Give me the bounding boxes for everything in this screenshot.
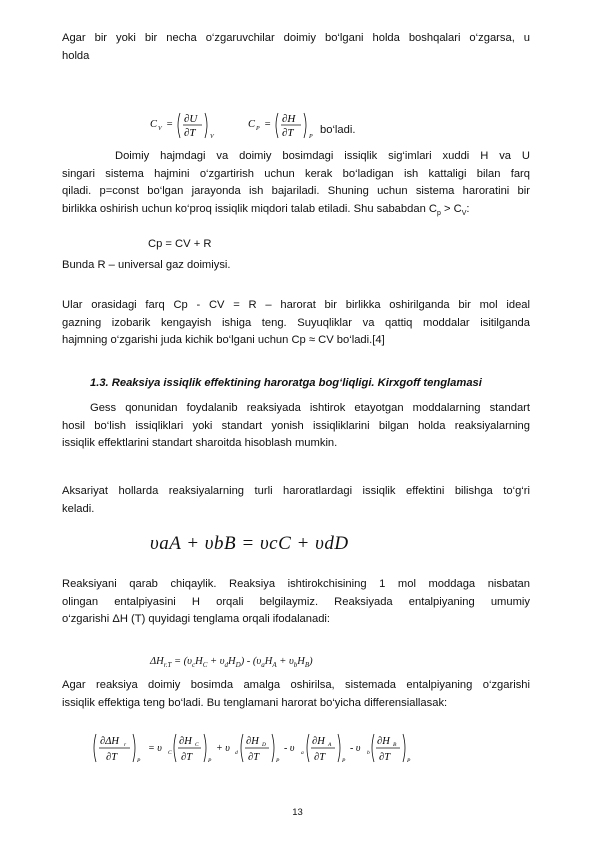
- svg-text:∂T: ∂T: [379, 752, 391, 763]
- svg-text:- υ: - υ: [284, 743, 295, 754]
- subscript: p: [436, 210, 441, 218]
- heat-capacity-definitions-equation: [150, 106, 320, 151]
- svg-text:∂U: ∂U: [184, 113, 198, 125]
- text-line: Doimiy hajmdagi va doimiy bosimdagi issiqlik sig‘imlari xuddi H va U: [115, 150, 530, 162]
- text-line: Ular orasidagi farq Cp - CV = R – harorat bir birlikka oshirilganda bir mol ideal: [62, 299, 530, 311]
- text-line: issiqlik effektlarini standart sharoitda hisoblash mumkin.: [62, 437, 338, 450]
- paragraph-gess-law: [62, 400, 530, 453]
- cp-cv-relation-equation: Cp = CV + R: [148, 238, 212, 250]
- equation-suffix: bo‘ladi.: [320, 124, 356, 136]
- svg-text:+ υ: + υ: [216, 743, 230, 754]
- text-line: [62, 201, 530, 223]
- section-heading: 1.3. Reaksiya issiqlik effektining haroratga bog‘liqligi. Kirxgoff tenglamasi: [90, 377, 482, 389]
- svg-text:A: A: [328, 742, 332, 748]
- text-line: issiqlik effektiga teng bo‘ladi. Bu tenglamani harorat bo‘yicha differensiallasak:: [62, 696, 448, 709]
- svg-text:∂T: ∂T: [106, 752, 118, 763]
- svg-text:∂H: ∂H: [312, 736, 325, 747]
- text-line: Reaksiyani qarab chiqaylik. Reaksiya ishtirokchisining 1 mol moddaga nisbatan: [62, 578, 530, 590]
- svg-text:- υ: - υ: [350, 743, 361, 754]
- reaction-equation: υaA + υbB = υcC + υdD: [150, 533, 349, 554]
- svg-text:P: P: [137, 758, 141, 764]
- svg-text:P: P: [276, 758, 280, 764]
- svg-text:P: P: [342, 758, 346, 764]
- svg-text:∂T: ∂T: [314, 752, 326, 763]
- svg-text:∂H: ∂H: [282, 113, 296, 125]
- svg-text:C: C: [195, 742, 199, 748]
- paragraph-heat-capacity: [62, 148, 530, 223]
- svg-text:V: V: [158, 126, 162, 132]
- text-run: :: [466, 203, 470, 216]
- svg-text:∂ΔH: ∂ΔH: [100, 736, 119, 747]
- svg-text:∂T: ∂T: [282, 127, 294, 139]
- text-line: gazning izobarik kengayish ishiga teng. Suyuqliklar va qattiq moddalar isitilganda: [62, 316, 530, 329]
- svg-text:=: =: [166, 119, 174, 130]
- text-line: qiladi. p=const bo‘lgan jarayonda ish bajariladi. Shuning uchun sistema haroratini bir: [62, 185, 530, 198]
- svg-text:P: P: [256, 126, 260, 132]
- svg-text:C: C: [168, 750, 172, 756]
- text-line: keladi.: [62, 502, 95, 515]
- subscript: V: [461, 210, 467, 218]
- svg-text:r: r: [124, 742, 127, 748]
- paragraph-r-constant: Bunda R – universal gaz doimiysi.: [62, 259, 231, 271]
- svg-text:C: C: [150, 119, 158, 130]
- enthalpy-change-equation: $\Delta H_{r.T} = (\upsilon_cH_C + \upsilon_dH_D) - (\upsilon_aH_A + \upsilon_bH_B)$: [150, 656, 313, 670]
- svg-text:∂H: ∂H: [179, 736, 192, 747]
- svg-text:∂H: ∂H: [377, 736, 390, 747]
- svg-text:= υ: = υ: [148, 743, 162, 754]
- svg-text:∂T: ∂T: [181, 752, 193, 763]
- svg-text:P: P: [208, 758, 212, 764]
- paragraph-differentiation: [62, 677, 530, 712]
- svg-text:∂T: ∂T: [184, 127, 196, 139]
- kirchhoff-differential-equation: [92, 729, 412, 774]
- svg-text:a: a: [301, 750, 304, 756]
- text-line: hosil bo‘lish issiqliklari yoki standart yonish issiqliklarini bilgan holda reaksiyalarning: [62, 419, 530, 432]
- svg-text:d: d: [235, 750, 238, 756]
- paragraph-ideal-gas: [62, 297, 530, 350]
- svg-text:P: P: [309, 134, 313, 140]
- text-line: Agar bir yoki bir necha o‘zgaruvchilar doimiy bo‘lgani holda boshqalari o‘zgarsa, u: [62, 32, 530, 44]
- paragraph-intro: [62, 30, 530, 65]
- text-line: o‘zgarishi ΔH (T) quyidagi tenglama orqali ifodalanadi:: [62, 613, 331, 626]
- svg-text:=: =: [264, 119, 272, 130]
- text-line: Gess qonunidan foydalanib reaksiyada ishtirok etayotgan moddalarning standart: [90, 402, 530, 414]
- svg-text:V: V: [210, 134, 214, 140]
- text-run: birlikka oshirish uchun ko‘proq issiqlik miqdori talab etiladi. Shu sababdan C: [62, 203, 437, 216]
- text-line: Aksariyat hollarda reaksiyalarning turli haroratlardagi issiqlik effektini bilishga to‘g‘ri: [62, 485, 530, 497]
- page-number: 13: [292, 807, 303, 818]
- paragraph-enthalpy: [62, 576, 530, 629]
- text-line: hajmning o‘zgarishi juda kichik bo‘lgani uchun Cp ≈ CV bo‘ladi.[4]: [62, 334, 385, 347]
- svg-text:B: B: [393, 742, 397, 748]
- svg-text:P: P: [407, 758, 411, 764]
- text-line: holda: [62, 49, 90, 62]
- svg-text:C: C: [248, 119, 256, 130]
- svg-text:D: D: [262, 742, 266, 748]
- text-run: > C: [440, 203, 462, 216]
- paragraph-temperature: [62, 483, 530, 518]
- svg-text:∂T: ∂T: [248, 752, 260, 763]
- text-line: singari sistema hajmini o‘zgartirish uchun kerak bo‘ladigan ish kattaligi bilan farq: [62, 167, 530, 180]
- svg-text:∂H: ∂H: [246, 736, 259, 747]
- text-line: Agar reaksiya doimiy bosimda amalga oshirilsa, sistemada entalpiyaning o‘zgarishi: [62, 679, 530, 691]
- svg-text:b: b: [367, 750, 370, 756]
- text-line: olingan entalpiyasini H orqali belgilaymiz. Reaksiyada entalpiyaning umumiy: [62, 595, 530, 608]
